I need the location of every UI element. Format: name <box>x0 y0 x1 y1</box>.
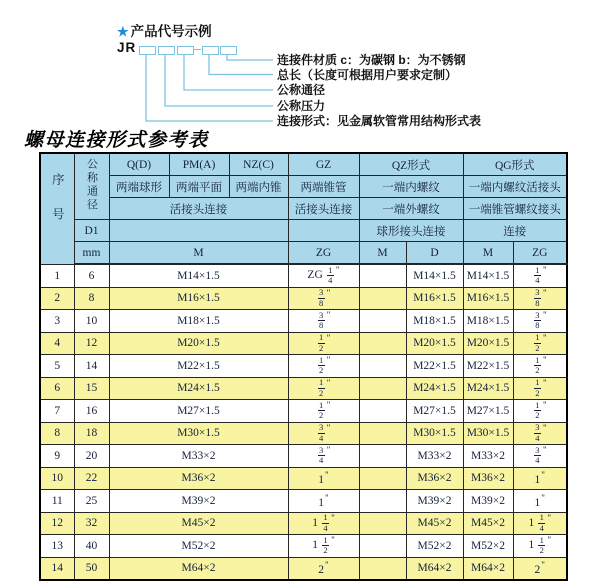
th-gz-desc: 两端锥管 <box>288 176 359 198</box>
inch-mark: " <box>541 560 545 571</box>
inch-mark: " <box>326 332 331 343</box>
cell-dn: 18 <box>74 422 109 445</box>
table-row <box>40 400 567 423</box>
cell-qg-m: M20×1.5 <box>463 332 513 355</box>
cell-serial: 9 <box>40 445 74 468</box>
cell-serial: 7 <box>40 400 74 423</box>
cell-serial: 11 <box>40 490 74 513</box>
th-qg-desc1: 一端内螺纹活接头 <box>463 176 567 198</box>
cell-qz-d: M33×2 <box>406 445 463 468</box>
inch-mark: " <box>326 445 331 456</box>
cell-thread-m: M27×1.5 <box>109 400 288 423</box>
code-label-material: 连接件材质 c：为碳钢 b：为不锈钢 <box>277 53 466 67</box>
fraction: $\frac{3}{8}$ <box>535 287 540 308</box>
code-box-3 <box>177 46 194 55</box>
cell-gz-zg <box>288 422 359 445</box>
cell-qg-m: M16×1.5 <box>463 287 513 310</box>
cell-qg-m: M30×1.5 <box>463 422 513 445</box>
th-thread-zg: ZG <box>288 242 359 265</box>
cell-gz-zg <box>288 377 359 400</box>
cell-dn: 10 <box>74 310 109 333</box>
cell-qg-m: M33×2 <box>463 445 513 468</box>
cell-qg-m: M39×2 <box>463 490 513 513</box>
inch-mark: " <box>331 512 335 523</box>
cell-gz-zg <box>288 355 359 378</box>
fraction: $\frac{1}{2}$ <box>319 354 324 376</box>
code-label-length: 总长（长度可根据用户要求定制） <box>277 68 458 82</box>
cell-qg-zg: 1" <box>513 467 567 490</box>
cell-qg-zg <box>513 264 567 287</box>
cell-qz-d: M30×1.5 <box>406 422 463 445</box>
th-form-pma: PM(A) <box>169 153 229 176</box>
code-label-connection: 连接形式：见金属软管常用结构形式表 <box>277 114 482 128</box>
table-row <box>40 535 567 558</box>
cell-qg-m: M45×2 <box>463 512 513 535</box>
th-unit-mm: mm <box>74 242 109 265</box>
th-qz-desc2: 一端外螺纹 <box>359 198 463 220</box>
inch-mark: " <box>331 535 335 546</box>
cell-qg-m: M22×1.5 <box>463 355 513 378</box>
cell-qz-d: M22×1.5 <box>406 355 463 378</box>
cell-qg-m: M24×1.5 <box>463 377 513 400</box>
table-row <box>40 332 567 355</box>
cell-qz-d: M27×1.5 <box>406 400 463 423</box>
fraction: $\frac{1}{4}$ <box>328 264 333 286</box>
inch-mark: " <box>335 265 340 276</box>
inch-mark: " <box>326 422 331 433</box>
th-qz-connection: 球形接头连接 <box>359 220 463 242</box>
cell-qz-d: M18×1.5 <box>406 310 463 333</box>
inch-mark: " <box>543 310 547 321</box>
inch-mark: " <box>543 445 547 456</box>
table-row <box>40 310 567 333</box>
cell-dn: 16 <box>74 400 109 423</box>
th-qz-m: M <box>359 242 406 265</box>
cell-qz-m <box>359 400 406 423</box>
cell-serial: 5 <box>40 355 74 378</box>
th-form-nzc: NZ(C) <box>229 153 288 176</box>
fraction: $\frac{1}{4}$ <box>535 264 540 286</box>
cell-dn: 40 <box>74 535 109 558</box>
th-form-qd: Q(D) <box>109 153 169 176</box>
code-prefix: JR <box>117 40 137 55</box>
cell-thread-m: M22×1.5 <box>109 355 288 378</box>
cell-serial: 2 <box>40 287 74 310</box>
cell-dn: 25 <box>74 490 109 513</box>
cell-dn: 12 <box>74 332 109 355</box>
cell-serial: 13 <box>40 535 74 558</box>
cell-thread-m: M14×1.5 <box>109 264 288 287</box>
cell-qz-d: M20×1.5 <box>406 332 463 355</box>
cell-qg-m: M18×1.5 <box>463 310 513 333</box>
cell-qg-m: M36×2 <box>463 467 513 490</box>
th-nominal-diameter: 公称通径 <box>74 153 109 220</box>
code-box-2 <box>158 46 175 55</box>
cell-gz-zg: 1" <box>288 467 359 490</box>
cell-serial: 8 <box>40 422 74 445</box>
table-row <box>40 557 567 580</box>
inch-mark: " <box>543 265 547 276</box>
th-qz-d: D <box>406 242 463 265</box>
cell-dn: 15 <box>74 377 109 400</box>
cell-qg-m: M27×1.5 <box>463 400 513 423</box>
inch-mark: " <box>543 287 547 298</box>
fraction: $\frac{1}{2}$ <box>323 534 328 556</box>
cell-gz-zg: 2" <box>288 557 359 580</box>
cell-serial: 3 <box>40 310 74 333</box>
th-serial-number: 序号 <box>40 153 74 264</box>
cell-qg-m: M64×2 <box>463 557 513 580</box>
table-title: 螺母连接形式参考表 <box>24 129 209 151</box>
th-thread-m: M <box>109 242 288 265</box>
th-form-qz: QZ形式 <box>359 153 463 176</box>
th-union-connection: 活接头连接 <box>109 198 288 220</box>
cell-thread-m: M39×2 <box>109 490 288 513</box>
cell-dn: 32 <box>74 512 109 535</box>
cell-serial: 14 <box>40 557 74 580</box>
fraction: $\frac{1}{4}$ <box>539 512 544 533</box>
cell-qg-m: M52×2 <box>463 535 513 558</box>
cell-gz-zg <box>288 310 359 333</box>
fraction: $\frac{3}{4}$ <box>319 444 324 466</box>
product-code-heading <box>117 20 212 40</box>
cell-qz-d: M39×2 <box>406 490 463 513</box>
nut-connection-table <box>39 152 568 581</box>
cell-qz-m <box>359 535 406 558</box>
fraction: $\frac{3}{4}$ <box>535 422 540 443</box>
cell-gz-zg: 1" <box>288 490 359 513</box>
cell-qz-m <box>359 512 406 535</box>
cell-thread-m: M24×1.5 <box>109 377 288 400</box>
cell-serial: 10 <box>40 467 74 490</box>
fraction: $\frac{1}{2}$ <box>535 332 540 353</box>
fraction: $\frac{3}{8}$ <box>319 287 324 308</box>
th-blank-gz <box>288 220 359 242</box>
code-label-pressure: 公称压力 <box>277 99 326 113</box>
cell-thread-m: M20×1.5 <box>109 332 288 355</box>
table-row <box>40 445 567 468</box>
th-d1: D1 <box>74 220 109 242</box>
cell-qz-m <box>359 287 406 310</box>
cell-qg-zg <box>513 377 567 400</box>
cell-qz-d: M45×2 <box>406 512 463 535</box>
fraction: $\frac{3}{8}$ <box>319 309 324 331</box>
cell-qz-m <box>359 467 406 490</box>
fraction: $\frac{1}{2}$ <box>535 377 540 398</box>
cell-gz-zg <box>288 400 359 423</box>
fraction: $\frac{1}{2}$ <box>535 399 540 421</box>
code-box-1 <box>139 46 156 55</box>
cell-qz-d: M16×1.5 <box>406 287 463 310</box>
inch-mark: " <box>543 377 547 388</box>
cell-gz-zg <box>288 445 359 468</box>
cell-dn: 22 <box>74 467 109 490</box>
cell-qg-zg <box>513 310 567 333</box>
cell-qz-d: M52×2 <box>406 535 463 558</box>
inch-mark: " <box>326 377 331 388</box>
cell-dn: 20 <box>74 445 109 468</box>
inch-mark: " <box>326 400 331 411</box>
fraction: $\frac{1}{4}$ <box>323 512 328 533</box>
cell-qg-zg: 1" <box>513 490 567 513</box>
th-blank-left <box>109 220 288 242</box>
fraction: $\frac{1}{2}$ <box>539 534 544 556</box>
nut-connection-table-wrap <box>39 152 568 581</box>
table-row <box>40 264 567 287</box>
cell-gz-zg: 1 $\frac{1}{4}$ " <box>288 512 359 535</box>
cell-qg-zg <box>513 287 567 310</box>
cell-thread-m: M36×2 <box>109 467 288 490</box>
th-qz-desc1: 一端内螺纹 <box>359 176 463 198</box>
cell-qz-m <box>359 490 406 513</box>
table-row <box>40 422 567 445</box>
cell-qz-m <box>359 377 406 400</box>
fraction: $\frac{1}{2}$ <box>535 354 540 376</box>
th-form-qg: QG形式 <box>463 153 567 176</box>
cell-qg-zg <box>513 400 567 423</box>
th-qg-connection: 连接 <box>463 220 567 242</box>
cell-qz-m <box>359 355 406 378</box>
fraction: $\frac{1}{2}$ <box>319 377 324 398</box>
fraction: $\frac{1}{2}$ <box>319 332 324 353</box>
fraction: $\frac{3}{4}$ <box>535 444 540 466</box>
cell-qz-m <box>359 264 406 287</box>
cell-qg-m: M14×1.5 <box>463 264 513 287</box>
cell-dn: 8 <box>74 287 109 310</box>
code-box-4 <box>202 46 219 55</box>
th-qg-m: M <box>463 242 513 265</box>
cell-qg-zg: 2" <box>513 557 567 580</box>
cell-qg-zg <box>513 332 567 355</box>
cell-qg-zg: 1 $\frac{1}{2}$ " <box>513 535 567 558</box>
inch-mark: " <box>541 470 545 481</box>
cell-qg-zg <box>513 445 567 468</box>
cell-qz-d: M64×2 <box>406 557 463 580</box>
th-qg-desc2: 一端锥管螺纹接头 <box>463 198 567 220</box>
th-form-gz: GZ <box>288 153 359 176</box>
cell-gz-zg: 1 $\frac{1}{2}$ " <box>288 535 359 558</box>
cell-dn: 6 <box>74 264 109 287</box>
fraction: $\frac{1}{2}$ <box>319 399 324 421</box>
inch-mark: " <box>326 355 331 366</box>
cell-thread-m: M33×2 <box>109 445 288 468</box>
fraction: $\frac{3}{8}$ <box>535 309 540 331</box>
inch-mark: " <box>547 535 552 546</box>
table-row <box>40 490 567 513</box>
cell-thread-m: M45×2 <box>109 512 288 535</box>
cell-gz-zg <box>288 332 359 355</box>
cell-thread-m: M30×1.5 <box>109 422 288 445</box>
code-box-5 <box>220 46 237 55</box>
cell-gz-zg: ZG $\frac{1}{4}$ " <box>288 264 359 287</box>
th-nzc-desc: 两端内锥 <box>229 176 288 198</box>
cell-thread-m: M16×1.5 <box>109 287 288 310</box>
inch-mark: " <box>547 512 552 523</box>
cell-thread-m: M64×2 <box>109 557 288 580</box>
inch-mark: " <box>541 492 545 503</box>
table-row <box>40 287 567 310</box>
inch-mark: " <box>326 287 331 298</box>
inch-mark: " <box>325 470 329 481</box>
inch-mark: " <box>325 560 329 571</box>
table-row <box>40 512 567 535</box>
th-qg-zg: ZG <box>513 242 567 265</box>
cell-serial: 4 <box>40 332 74 355</box>
inch-mark: " <box>543 355 547 366</box>
inch-mark: " <box>543 400 547 411</box>
cell-gz-zg <box>288 287 359 310</box>
cell-thread-m: M18×1.5 <box>109 310 288 333</box>
inch-mark: " <box>326 310 331 321</box>
cell-thread-m: M52×2 <box>109 535 288 558</box>
product-code-heading-text: 产品代号示例 <box>130 24 212 39</box>
cell-qz-d: M24×1.5 <box>406 377 463 400</box>
cell-qz-d: M14×1.5 <box>406 264 463 287</box>
cell-qz-m <box>359 557 406 580</box>
cell-serial: 6 <box>40 377 74 400</box>
th-pma-desc: 两端平面 <box>169 176 229 198</box>
cell-qz-m <box>359 332 406 355</box>
cell-dn: 14 <box>74 355 109 378</box>
th-qd-desc: 两端球形 <box>109 176 169 198</box>
cell-serial: 1 <box>40 264 74 287</box>
cell-qg-zg <box>513 355 567 378</box>
table-row <box>40 467 567 490</box>
cell-qg-zg: 1 $\frac{1}{4}$ " <box>513 512 567 535</box>
inch-mark: " <box>543 422 547 433</box>
th-gz-connection: 活接头连接 <box>288 198 359 220</box>
inch-mark: " <box>325 492 329 503</box>
cell-dn: 50 <box>74 557 109 580</box>
cell-qz-d: M36×2 <box>406 467 463 490</box>
cell-qg-zg <box>513 422 567 445</box>
table-row <box>40 377 567 400</box>
fraction: $\frac{3}{4}$ <box>319 422 324 443</box>
cell-qz-m <box>359 422 406 445</box>
star-icon: ★ <box>117 24 129 39</box>
cell-qz-m <box>359 445 406 468</box>
cell-qz-m <box>359 310 406 333</box>
cell-serial: 12 <box>40 512 74 535</box>
inch-mark: " <box>543 332 547 343</box>
code-label-diameter: 公称通径 <box>277 83 326 97</box>
table-row <box>40 355 567 378</box>
code-dash <box>193 49 201 50</box>
